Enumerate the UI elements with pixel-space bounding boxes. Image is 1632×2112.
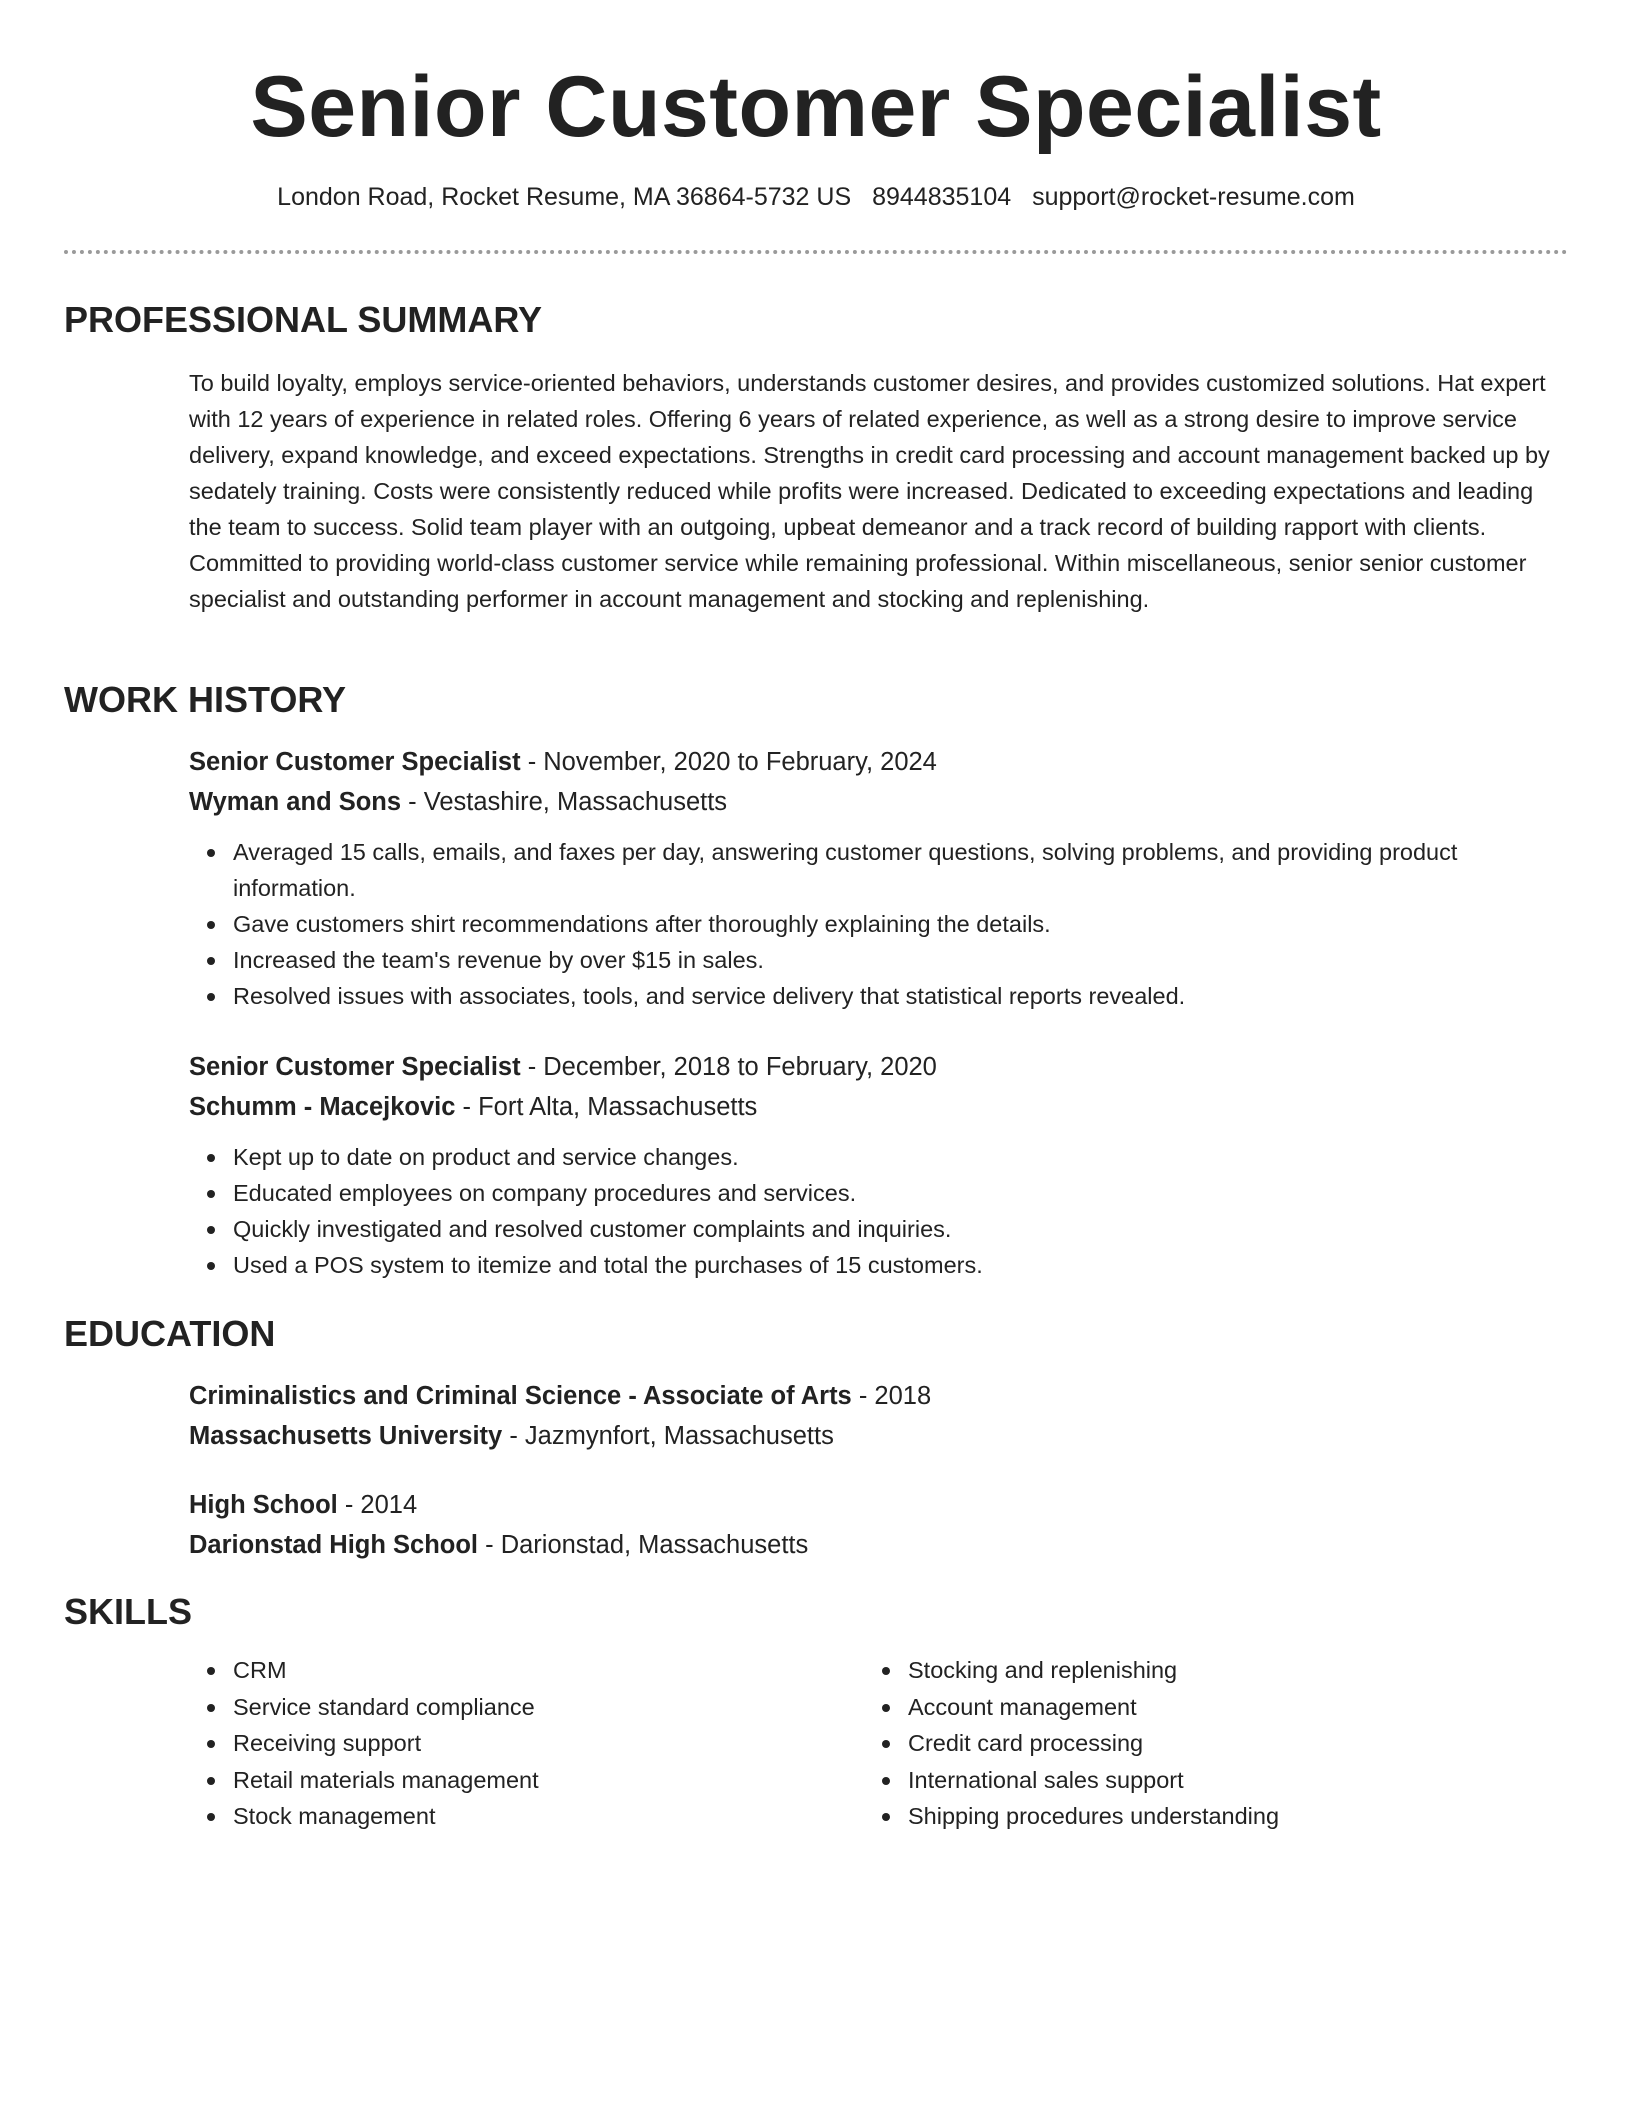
list-item: Receiving support — [189, 1725, 789, 1762]
list-item: Kept up to date on product and service changes. — [189, 1139, 1559, 1175]
list-item: Quickly investigated and resolved customer complaints and inquiries. — [189, 1211, 1559, 1247]
header-divider — [64, 250, 1568, 254]
list-item: Retail materials management — [189, 1762, 789, 1799]
list-item: Gave customers shirt recommendations after thoroughly explaining the details. — [189, 906, 1559, 942]
section-heading-education: EDUCATION — [64, 1313, 276, 1354]
list-item: Stocking and replenishing — [864, 1652, 1464, 1689]
skills-list — [189, 1652, 789, 1835]
list-item: Averaged 15 calls, emails, and faxes per day, answering customer questions, solving problems, and providing product information. — [189, 834, 1559, 906]
skills-column-right — [864, 1652, 1464, 1835]
job-entry — [189, 1047, 1559, 1283]
job-title: Senior Customer Specialist — [189, 1053, 521, 1081]
school-name: Massachusetts University — [189, 1422, 503, 1450]
list-item: Increased the team's revenue by over $15 in sales. — [189, 942, 1559, 978]
job-title-line — [189, 742, 1559, 782]
list-item: Resolved issues with associates, tools, and service delivery that statistical reports revealed. — [189, 978, 1559, 1014]
job-location: - Fort Alta, Massachusetts — [455, 1093, 758, 1121]
job-title: Senior Customer Specialist — [189, 748, 521, 776]
list-item: Educated employees on company procedures and services. — [189, 1175, 1559, 1211]
school-line — [189, 1525, 1559, 1565]
job-entry — [189, 742, 1559, 1014]
skills-column-left — [189, 1652, 789, 1835]
section-heading-work: WORK HISTORY — [64, 679, 347, 720]
list-item: Account management — [864, 1689, 1464, 1726]
education-entry — [189, 1376, 1559, 1456]
job-company-line — [189, 782, 1559, 822]
contact-line — [0, 180, 1632, 214]
list-item: Credit card processing — [864, 1725, 1464, 1762]
list-item: International sales support — [864, 1762, 1464, 1799]
resume-title: Senior Customer Specialist — [250, 59, 1382, 155]
contact-phone: 8944835104 — [872, 183, 1012, 211]
degree-name: High School — [189, 1491, 338, 1519]
job-bullets — [189, 1139, 1559, 1283]
list-item: Used a POS system to itemize and total the purchases of 15 customers. — [189, 1247, 1559, 1283]
job-title-line — [189, 1047, 1559, 1087]
list-item: Stock management — [189, 1798, 789, 1835]
school-location: - Darionstad, Massachusetts — [478, 1531, 809, 1559]
school-line — [189, 1416, 1559, 1456]
section-heading-skills: SKILLS — [64, 1591, 193, 1632]
degree-year: - 2014 — [337, 1491, 418, 1519]
contact-email: support@rocket-resume.com — [1032, 183, 1355, 211]
skills-list — [864, 1652, 1464, 1835]
degree-line — [189, 1485, 1559, 1525]
education-entry — [189, 1485, 1559, 1565]
degree-line — [189, 1376, 1559, 1416]
contact-address: London Road, Rocket Resume, MA 36864-5732 US — [277, 183, 852, 211]
job-company-line — [189, 1087, 1559, 1127]
list-item: Shipping procedures understanding — [864, 1798, 1464, 1835]
job-location: - Vestashire, Massachusetts — [401, 788, 728, 816]
job-dates: - November, 2020 to February, 2024 — [520, 748, 937, 776]
summary-text: To build loyalty, employs service-oriented behaviors, understands customer desires, and provides customized solutions. Hat expert with 12 years of experience in related roles. Offering 6 years of related experience, as well as a strong desire to improve service delivery, expand knowledge, and exceed expectations. Strengths in credit card processing and account management backed up by sedately training. Costs were consistently reduced while profits were increased. Dedicated to exceeding expectations and leading the team to success. Solid team player with an outgoing, upbeat demeanor and a track record of building rapport with clients. Committed to providing world-class customer service while remaining professional. Within miscellaneous, senior senior customer specialist and outstanding performer in account management and stocking and replenishing. — [189, 370, 1550, 612]
school-name: Darionstad High School — [189, 1531, 479, 1559]
job-dates: - December, 2018 to February, 2020 — [520, 1053, 937, 1081]
list-item: CRM — [189, 1652, 789, 1689]
job-company: Wyman and Sons — [189, 788, 402, 816]
job-company: Schumm - Macejkovic — [189, 1093, 456, 1121]
section-heading-summary: PROFESSIONAL SUMMARY — [64, 299, 543, 340]
school-location: - Jazmynfort, Massachusetts — [502, 1422, 834, 1450]
degree-year: - 2018 — [851, 1382, 932, 1410]
degree-name: Criminalistics and Criminal Science - Associate of Arts — [189, 1382, 852, 1410]
job-bullets — [189, 834, 1559, 1014]
list-item: Service standard compliance — [189, 1689, 789, 1726]
